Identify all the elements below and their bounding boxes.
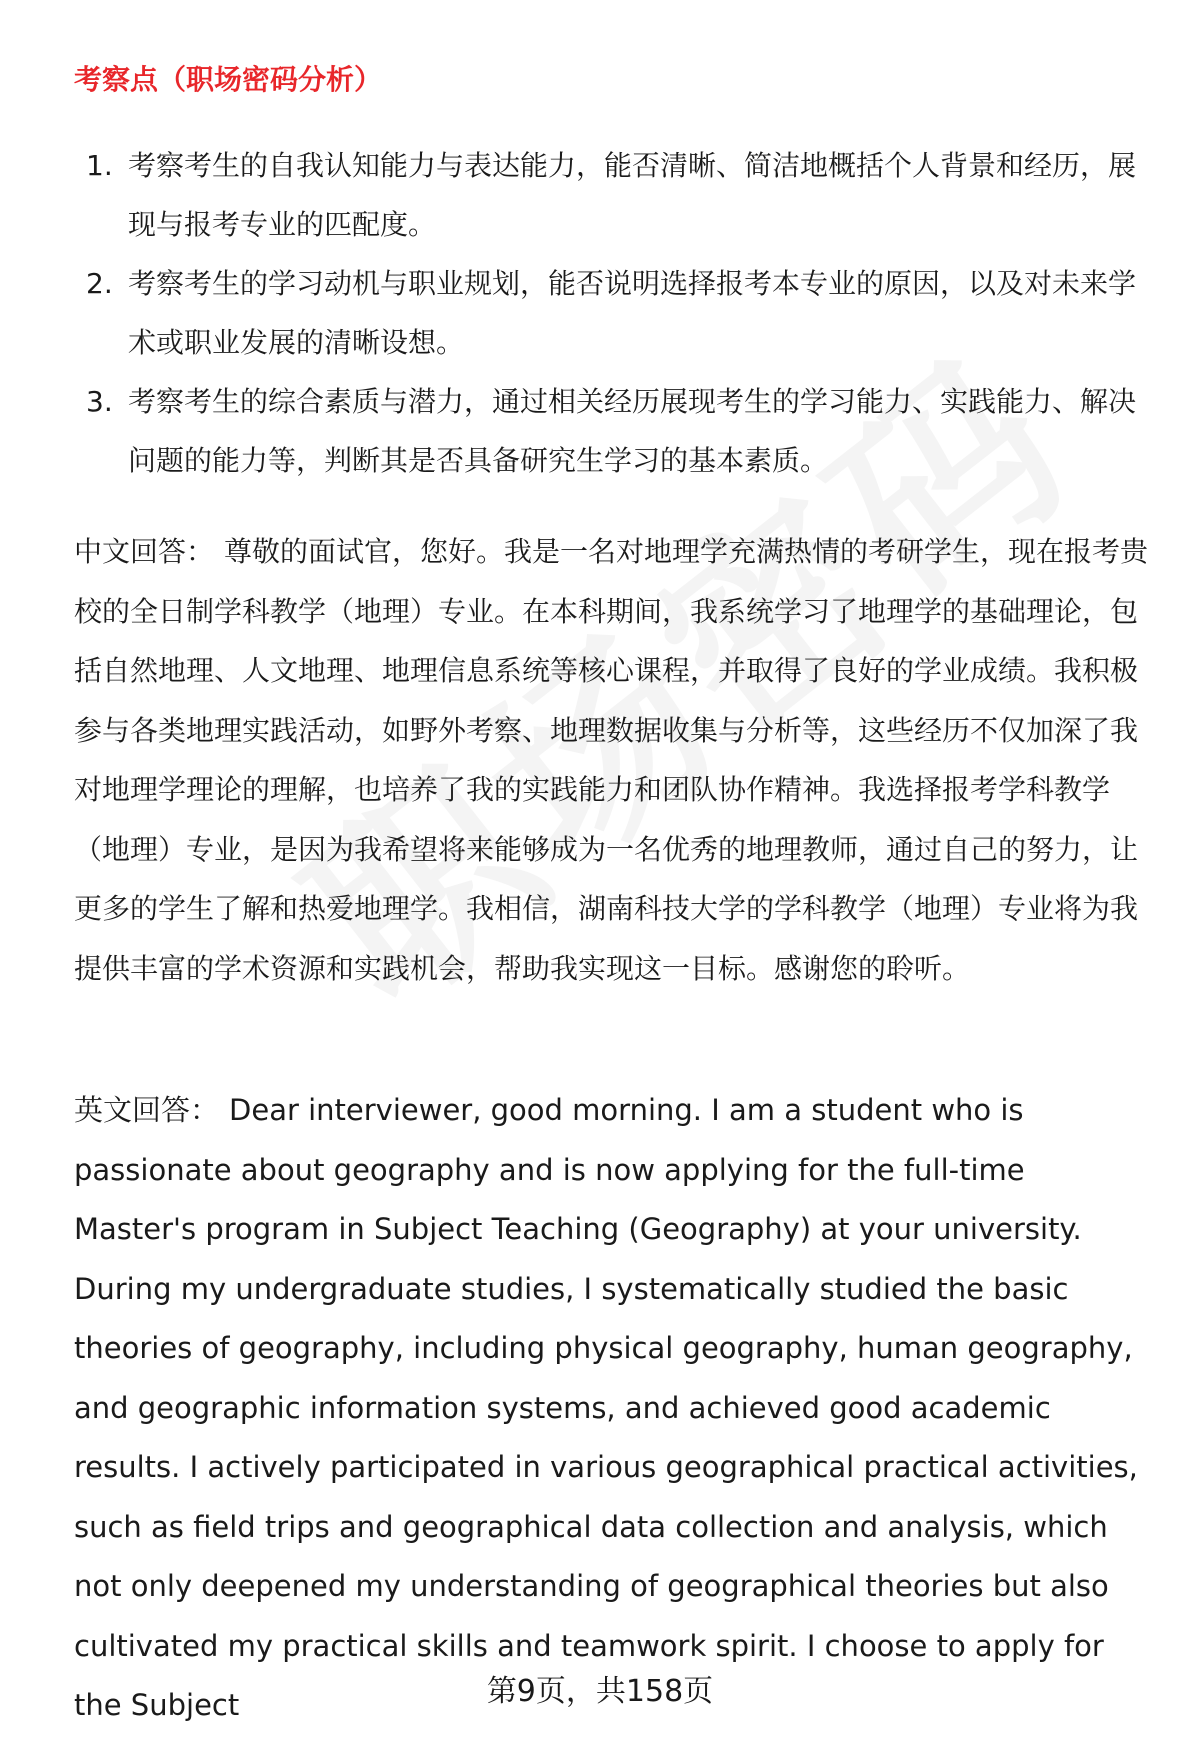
list-item-text: 考察考生的综合素质与潜力，通过相关经历展现考生的学习能力、实践能力、解决问题的能力等，判断其是否具备研究生学习的基本素质。 — [128, 385, 1137, 477]
chinese-answer-text: 尊敬的面试官，您好。我是一名对地理学充满热情的考研学生，现在报考贵校的全日制学科教学（地理）专业。在本科期间，我系统学习了地理学的基础理论，包括自然地理、人文地理、地理信息系统等核心课程，并取得了良好的学业成绩。我积极参与各类地理实践活动，如野外考察、地理数据收集与分析等，这些经历不仅加深了我对地理学理论的理解，也培养了我的实践能力和团队协作精神。我选择报考学科教学（地理）专业，是因为我希望将来能够成为一名优秀的地理教师，通过自己的努力，让更多的学生了解和热爱地理学。我相信，湖南科技大学的学科教学（地理）专业将为我提供丰富的学术资源和实践机会，帮助我实现这一目标。感谢您的聆听。 — [74, 535, 1149, 985]
list-item-number: 2. — [86, 267, 113, 300]
english-answer-paragraph — [74, 1081, 1154, 1736]
assessment-points-list — [74, 136, 1154, 490]
list-item — [74, 372, 1154, 490]
list-item-number: 3. — [86, 385, 113, 418]
chinese-answer-paragraph — [74, 522, 1154, 998]
page-number-footer: 第9页，共158页 — [486, 1674, 714, 1709]
english-answer-label: 英文回答： — [74, 1093, 220, 1127]
list-item-number: 1. — [86, 149, 113, 182]
list-item — [74, 254, 1154, 372]
section-title: 考察点（职场密码分析） — [74, 63, 383, 96]
list-item — [74, 136, 1154, 254]
chinese-answer-label: 中文回答： — [74, 535, 215, 568]
list-item-text: 考察考生的学习动机与职业规划，能否说明选择报考本专业的原因，以及对未来学术或职业发展的清晰设想。 — [128, 267, 1137, 359]
list-item-text: 考察考生的自我认知能力与表达能力，能否清晰、简洁地概括个人背景和经历，展现与报考专业的匹配度。 — [128, 149, 1137, 241]
english-answer-text: Dear interviewer, good morning. I am a student who is passionate about geography and is now applying for the full-time Master's program in Subject Teaching (Geography) at your university. During my undergraduate studies, I systematically studied the basic theories of geography, including physical geography, human geography, and geographic information systems, and achieved good academic results. I actively participated in various geographical practical activities, such as field trips and geographical data collection and analysis, which not only deepened my understanding of geographical theories but also cultivated my practical skills and teamwork spirit. I choose to apply for the Subject — [74, 1093, 1138, 1722]
